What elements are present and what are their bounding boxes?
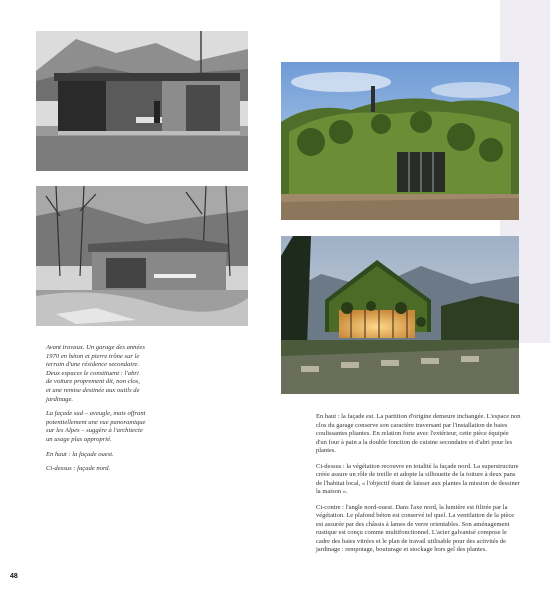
photo-garage-west-facade xyxy=(36,31,248,171)
caption-left-para-1: Avant travaux. Un garage des années 1970 en béton et pierre trône sur le terrain d'une résidence secondaire. Deux espaces le constituent : l'abri de voiture proprement dit, non clos, et une remise destinée aux outils de jardinage. xyxy=(46,344,145,403)
photo-green-west-facade xyxy=(281,62,519,220)
caption-left-para-4: Ci-dessus : façade nord. xyxy=(46,465,111,473)
caption-right-para-3: Ci-contre : l'angle nord-ouest. Dans l'axe nord, la lumière est filtrée par la végétation. Le plafond béton est conservé tel quel. La ventilation de la pièce est assurée par des châssis à lames de verre orientables. Son aménagement rustique est conçu comme multifonctionnel. L'acier galvanisé compose le cadre des baies vitrées et le plan de travail utilisable pour des activités de jardinage : rempotage, bouturage et stockage hors gel des plantes. xyxy=(316,503,515,553)
caption-after-works xyxy=(316,413,521,562)
photo-dusk-north-facade xyxy=(281,236,519,394)
caption-right-para-2: Ci-dessus : la végétation recouvre en totalité la façade nord. La superstructure créée assure un rôle de treille et adopte la silhouette de la toiture à deux pans de l'habitat local, « l'objectif étant de laisser aux plantes la mission de dessiner la maison ». xyxy=(316,462,520,495)
caption-left-para-3: En haut : la façade ouest. xyxy=(46,450,114,458)
caption-before-works xyxy=(46,344,146,480)
page-number: 48 xyxy=(10,573,18,580)
caption-left-para-2: La façade sud – aveugle, mais offrant potentiellement une vue panoramique sur les Alpes – suggère à l'architecte un usage plus approprié. xyxy=(46,410,146,443)
photo-garage-north-facade xyxy=(36,186,248,326)
caption-right-para-1: En haut : la façade est. La partition d'origine demeure inchangée. L'espace non clos du garage conserve son caractère traversant par l'installation de baies coulissantes pliantes. En relation forte avec l'extérieur, cette pièce équipée d'un four à pain a la double fonction de cuisine secondaire et d'abri pour les plantes. xyxy=(316,413,521,454)
